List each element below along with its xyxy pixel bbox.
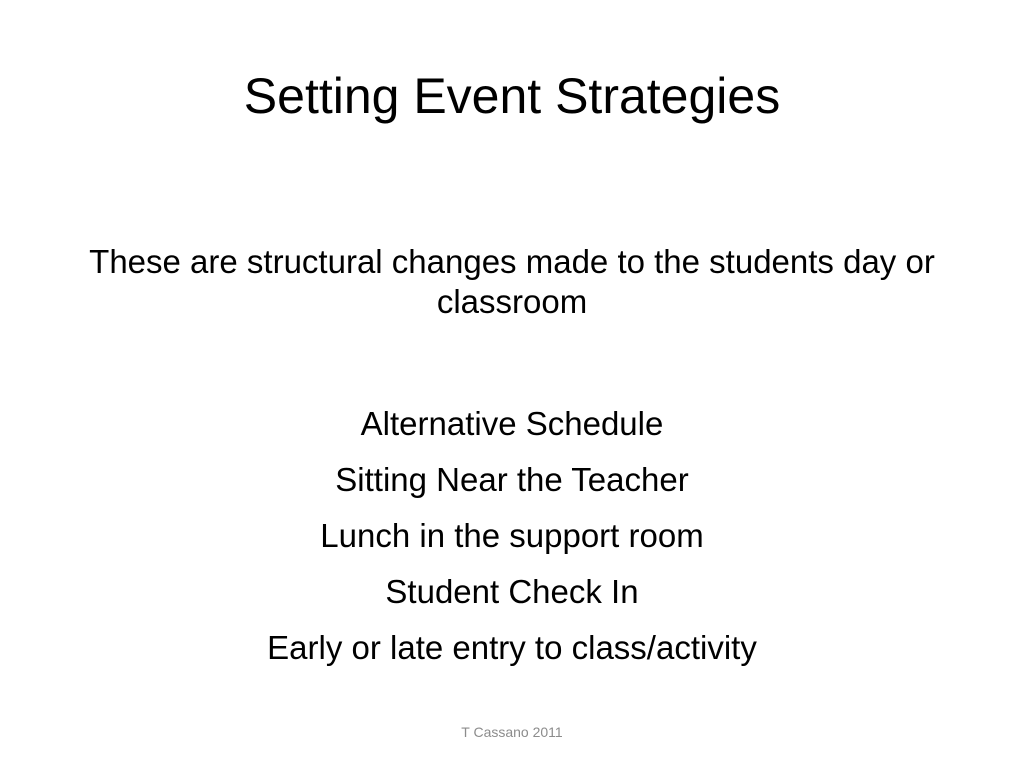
strategy-item: Early or late entry to class/activity	[267, 629, 757, 666]
footer-credit: T Cassano 2011	[461, 724, 563, 740]
strategy-item: Alternative Schedule	[360, 405, 664, 442]
strategy-item: Sitting Near the Teacher	[335, 461, 689, 498]
slide-title: Setting Event Strategies	[243, 68, 781, 124]
intro-text: These are structural changes made to the students day or classroom	[89, 243, 935, 320]
strategy-item: Lunch in the support room	[320, 517, 704, 554]
strategy-list	[0, 396, 1024, 676]
strategy-item: Student Check In	[385, 573, 639, 610]
